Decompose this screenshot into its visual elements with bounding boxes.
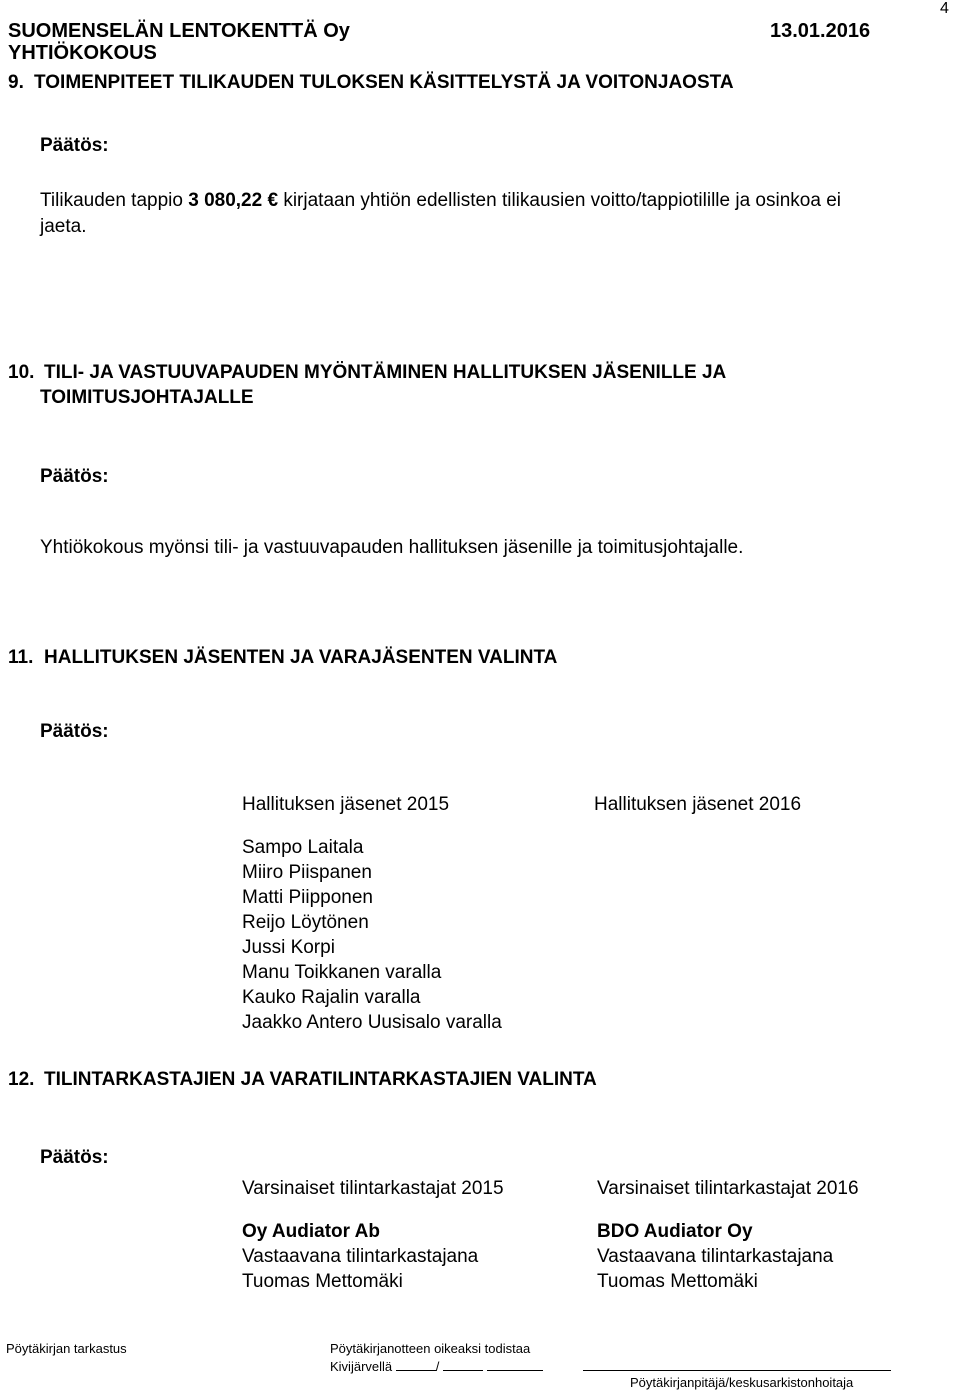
board-member-item: Sampo Laitala <box>242 837 364 858</box>
section-9-heading <box>8 72 734 94</box>
section-9-text-before: Tilikauden tappio <box>40 190 189 211</box>
section-10-decision-label: Päätös: <box>40 466 109 487</box>
meeting-title: YHTIÖKOKOUS <box>8 42 157 64</box>
section-9-decision-label: Päätös: <box>40 135 109 156</box>
day-blank-line <box>396 1358 436 1371</box>
board-member-item: Jaakko Antero Uusisalo varalla <box>242 1012 502 1033</box>
section-10-heading <box>8 362 726 384</box>
section-10-title-line1: TILI- JA VASTUUVAPAUDEN MYÖNTÄMINEN HALLITUKSEN JÄSENILLE JA <box>44 362 727 383</box>
signature-line <box>583 1370 891 1371</box>
section-9-text <box>40 190 841 212</box>
board-2015-header: Hallituksen jäsenet 2015 <box>242 794 450 815</box>
board-member-item: Matti Piipponen <box>242 887 373 908</box>
section-10-number: 10. <box>8 362 35 383</box>
board-member-item: Miiro Piispanen <box>242 862 372 883</box>
auditors-2015-header: Varsinaiset tilintarkastajat 2015 <box>242 1178 504 1199</box>
auditors-2016-column <box>597 1219 833 1294</box>
auditor-2016-person: Tuomas Mettomäki <box>597 1271 758 1292</box>
section-9-title: TOIMENPITEET TILIKAUDEN TULOKSEN KÄSITTELYSTÄ JA VOITONJAOSTA <box>34 72 734 93</box>
auditor-2016-role: Vastaavana tilintarkastajana <box>597 1246 834 1267</box>
board-member-item: Reijo Löytönen <box>242 912 369 933</box>
page-number: 4 <box>940 0 949 17</box>
auditor-2015-role: Vastaavana tilintarkastajana <box>242 1246 479 1267</box>
document-date: 13.01.2016 <box>770 20 871 42</box>
section-10-title-line2: TOIMITUSJOHTAJALLE <box>40 387 254 408</box>
year-blank-line <box>487 1358 543 1371</box>
board-member-item: Kauko Rajalin varalla <box>242 987 421 1008</box>
section-11-decision-label: Päätös: <box>40 721 109 742</box>
footer-place: Kivijärvellä <box>330 1359 393 1374</box>
board-2016-header: Hallituksen jäsenet 2016 <box>594 794 802 815</box>
section-11-title: HALLITUKSEN JÄSENTEN JA VARAJÄSENTEN VALINTA <box>44 647 558 668</box>
section-9-text-line2: jaeta. <box>40 216 87 237</box>
footer-certified-label: Pöytäkirjanotteen oikeaksi todistaa <box>330 1341 531 1356</box>
section-11-number: 11. <box>8 647 34 668</box>
footer-date-line <box>330 1358 543 1374</box>
section-10-text: Yhtiökokous myönsi tili- ja vastuuvapauden hallituksen jäsenille ja toimitusjohtajalle. <box>40 537 744 558</box>
section-12-heading <box>8 1069 597 1091</box>
company-name: SUOMENSELÄN LENTOKENTTÄ Oy <box>8 20 350 42</box>
auditor-2015-firm: Oy Audiator Ab <box>242 1221 380 1242</box>
board-member-item: Jussi Korpi <box>242 937 335 958</box>
footer-review-label: Pöytäkirjan tarkastus <box>6 1341 127 1356</box>
section-12-title: TILINTARKASTAJIEN JA VARATILINTARKASTAJIEN VALINTA <box>44 1069 597 1090</box>
month-blank-line <box>443 1358 483 1371</box>
section-9-text-after: kirjataan yhtiön edellisten tilikausien voitto/tappiotilille ja osinkoa ei <box>278 190 841 211</box>
auditor-2015-person: Tuomas Mettomäki <box>242 1271 403 1292</box>
auditor-2016-firm: BDO Audiator Oy <box>597 1221 753 1242</box>
section-9-number: 9. <box>8 72 24 93</box>
board-members-2015-list <box>242 835 502 1035</box>
auditors-2015-column <box>242 1219 478 1294</box>
footer-slash: / <box>435 1359 440 1374</box>
section-9-amount: 3 080,22 € <box>188 190 279 211</box>
auditors-2016-header: Varsinaiset tilintarkastajat 2016 <box>597 1178 859 1199</box>
section-12-decision-label: Päätös: <box>40 1147 109 1168</box>
section-12-number: 12. <box>8 1069 35 1090</box>
footer-signer-title: Pöytäkirjanpitäjä/keskusarkistonhoitaja <box>630 1375 854 1390</box>
section-11-heading <box>8 647 557 669</box>
board-member-item: Manu Toikkanen varalla <box>242 962 442 983</box>
